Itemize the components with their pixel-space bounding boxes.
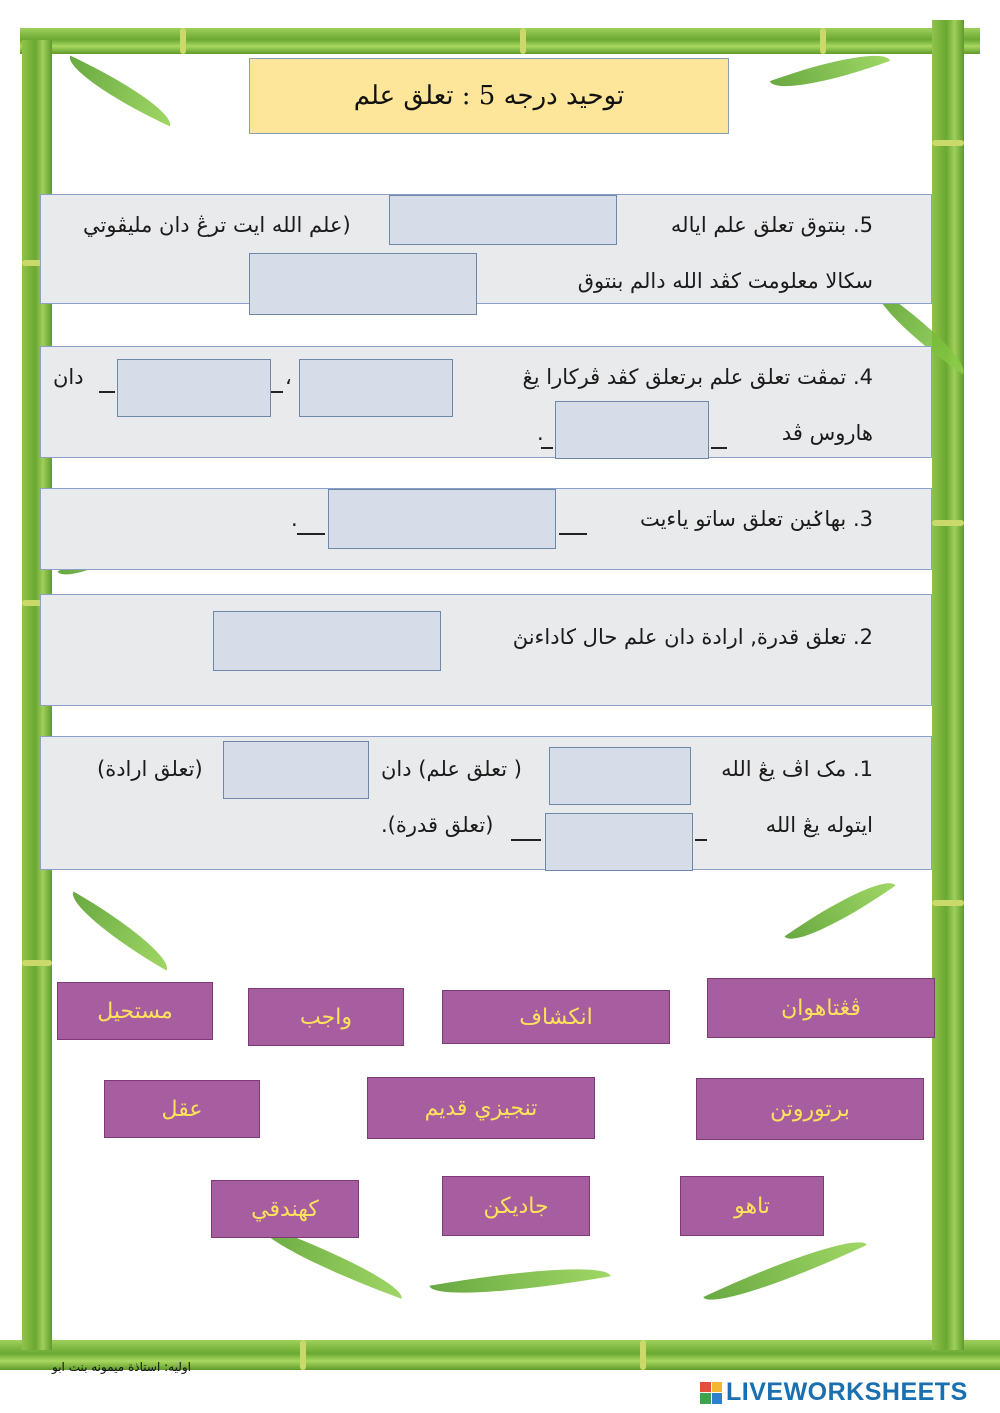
question-5-blank-1[interactable] [389,195,617,245]
word-chip[interactable]: مستحيل [57,982,213,1040]
question-5-card [40,194,932,304]
liveworksheets-logo-icon [700,1382,722,1404]
author-credit: اوليه: استاذة ميمونه بنت ابو [52,1360,192,1374]
word-chip[interactable]: عقل [104,1080,260,1138]
question-4-blank-2[interactable] [117,359,271,417]
question-5-line1-b: (علم الله ايت ترڠ دان مليڤوتي [83,213,351,237]
question-2-blank-1[interactable] [213,611,441,671]
question-3-line1: 3. بهاݢين تعلق ساتو ياءيت [639,507,873,531]
bamboo-top [20,28,980,54]
question-1-line1-c: (تعلق ارادة) [97,757,203,781]
question-4-line2: هاروس ڤد [781,421,873,445]
word-chip[interactable]: ڤڠتاهوان [707,978,935,1038]
question-2-line1: 2. تعلق قدرة, ارادة دان علم حال کاداءنڽ [512,625,873,649]
question-5-line2: سکالا معلومت کڤد الله دالم بنتوق [577,269,873,293]
question-1-line1-a: 1. مک اڤ يڠ الله [721,757,873,781]
question-1-line2-a: ايتوله يڠ الله [765,813,873,837]
question-3-card [40,488,932,570]
question-4-blank-3[interactable] [555,401,709,459]
question-4-line1-b: دان [53,365,84,389]
question-1-blank-1[interactable] [549,747,691,805]
brand-name: LIVEWORKSHEETS [726,1378,968,1406]
question-1-blank-3[interactable] [545,813,693,871]
question-3-period: . [291,507,298,531]
question-2-card [40,594,932,706]
question-1-card [40,736,932,870]
question-5-blank-2[interactable] [249,253,477,315]
question-1-blank-2[interactable] [223,741,369,799]
word-chip[interactable]: جاديکن [442,1176,590,1236]
question-5-line1-a: 5. بنتوق تعلق علم اياله [670,213,873,237]
word-chip[interactable]: انکشاف [442,990,670,1044]
bamboo-right [932,20,964,1350]
word-chip[interactable]: برتوروتن [696,1078,924,1140]
question-4-comma: ، [285,365,292,389]
word-chip[interactable]: تنجيزي قديم [367,1077,595,1139]
question-4-period: . [537,421,544,445]
question-4-line1-a: 4. تمڤت تعلق علم برتعلق کڤد ڤرکارا يڠ [522,365,873,389]
question-1-line2-b: (تعلق قدرة). [381,813,494,837]
question-3-blank-1[interactable] [328,489,556,549]
word-chip[interactable]: واجب [248,988,404,1046]
question-4-card [40,346,932,458]
question-4-blank-1[interactable] [299,359,453,417]
word-chip[interactable]: کهندقي [211,1180,359,1238]
word-chip[interactable]: تاهو [680,1176,824,1236]
worksheet-title: توحيد درجه 5 : تعلق علم [249,58,729,134]
question-1-line1-b: ( تعلق علم) دان [381,757,522,781]
brand-watermark[interactable] [700,1378,968,1407]
